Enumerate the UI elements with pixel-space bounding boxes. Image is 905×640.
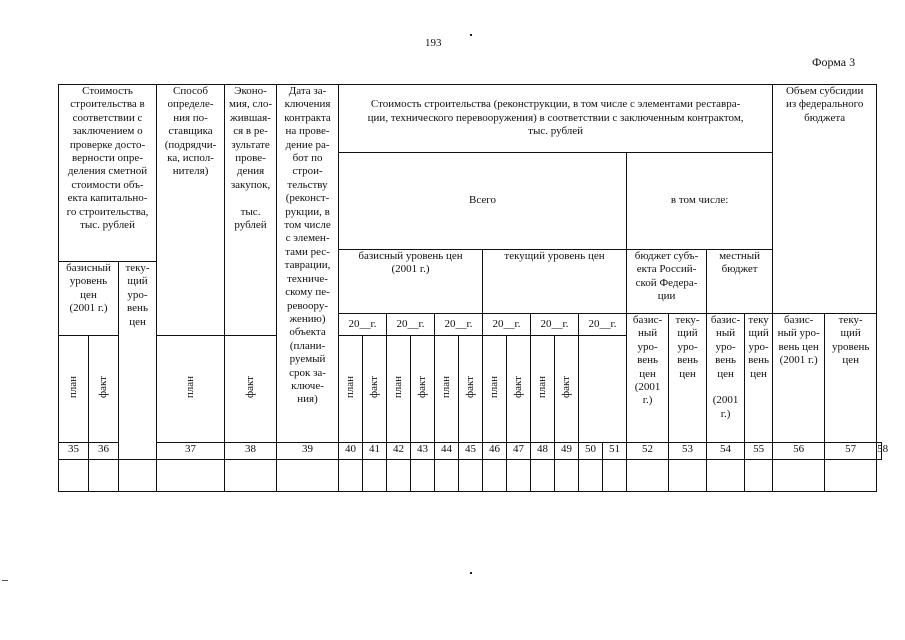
column-number-row bbox=[59, 443, 882, 460]
data-cell[interactable] bbox=[707, 460, 745, 492]
data-cell[interactable] bbox=[825, 460, 877, 492]
fact-label: факт bbox=[411, 336, 435, 443]
year-4: 20__г. bbox=[483, 314, 531, 336]
year-5: 20__г. bbox=[531, 314, 579, 336]
fact-label: факт bbox=[555, 336, 579, 443]
data-cell[interactable] bbox=[411, 460, 435, 492]
form-label: Форма 3 bbox=[812, 55, 856, 69]
scan-speck bbox=[470, 34, 472, 36]
year-1: 20__г. bbox=[339, 314, 387, 336]
column-number-46: 46 bbox=[483, 443, 507, 460]
data-cell[interactable] bbox=[459, 460, 483, 492]
plan-label: план bbox=[483, 336, 507, 443]
header-col-53: базис- ный уро- вень цен (2001 г.) bbox=[627, 314, 669, 443]
column-number-39: 39 bbox=[277, 443, 339, 460]
column-number-54: 54 bbox=[707, 443, 745, 460]
plan-label: план bbox=[435, 336, 459, 443]
fact-label: факт bbox=[459, 336, 483, 443]
data-cell[interactable] bbox=[387, 460, 411, 492]
column-number-47: 47 bbox=[507, 443, 531, 460]
header-cost-by-check: Стоимость строительства в соответствии с заключением о проверке досто- верности опре- деления сметной стоимости объ- екта капитально- го строительства, тыс. рублей bbox=[59, 85, 157, 262]
column-number-40: 40 bbox=[339, 443, 363, 460]
column-number-35: 35 bbox=[59, 443, 89, 460]
data-cell[interactable] bbox=[627, 460, 669, 492]
plan-label: план bbox=[157, 336, 225, 443]
data-cell[interactable] bbox=[745, 460, 773, 492]
year-6: 20__г. bbox=[579, 314, 627, 336]
data-cell[interactable] bbox=[555, 460, 579, 492]
data-cell[interactable] bbox=[363, 460, 387, 492]
data-cell[interactable] bbox=[89, 460, 119, 492]
header-col-57: базис- ный уро- вень цен (2001 г.) bbox=[773, 314, 825, 443]
header-including: в том числе: bbox=[627, 153, 773, 250]
data-cell[interactable] bbox=[669, 460, 707, 492]
header-col-54: теку- щий уро- вень цен bbox=[669, 314, 707, 443]
column-number-43: 43 bbox=[411, 443, 435, 460]
data-cell[interactable] bbox=[773, 460, 825, 492]
header-total: Всего bbox=[339, 153, 627, 250]
header-base-level-2001: базисный уровень цен (2001 г.) bbox=[339, 250, 483, 314]
header-current-price-level: теку- щий уро- вень цен bbox=[119, 262, 157, 460]
column-number-42: 42 bbox=[387, 443, 411, 460]
data-cell[interactable] bbox=[339, 460, 363, 492]
column-number-53: 53 bbox=[669, 443, 707, 460]
column-number-55: 55 bbox=[745, 443, 773, 460]
data-cell[interactable] bbox=[579, 460, 603, 492]
header-contract-date: Дата за- ключения контракта на прове- дение ра- бот по строи- тельству (реконст- рукции, в том числе с элемен- тами рес- таврации, техниче- скому пе- ревоору- жению) объекта (плани- руемый срок за- ключе- ния) bbox=[277, 85, 339, 443]
data-cell[interactable] bbox=[603, 460, 627, 492]
form-table bbox=[58, 84, 889, 492]
plan-label: план bbox=[59, 336, 89, 443]
column-number-38: 38 bbox=[225, 443, 277, 460]
year-2: 20__г. bbox=[387, 314, 435, 336]
plan-label: план bbox=[387, 336, 411, 443]
header-contract-cost: Стоимость строительства (реконструкции, в том числе с элементами реставра- ции, технического перевооружения) в соответствии с заключенным контрактом, тыс. рублей bbox=[339, 85, 773, 153]
plan-label: план bbox=[339, 336, 363, 443]
data-cell[interactable] bbox=[507, 460, 531, 492]
data-cell[interactable] bbox=[157, 460, 225, 492]
column-number-51: 51 bbox=[603, 443, 627, 460]
fact-label: факт bbox=[507, 336, 531, 443]
column-number-37: 37 bbox=[157, 443, 225, 460]
header-subject-budget: бюджет субъ- екта Россий- ской Федера- ции bbox=[627, 250, 707, 314]
fact-label: факт bbox=[225, 336, 277, 443]
header-base-price-level: базисный уровень цен (2001 г.) bbox=[59, 262, 119, 336]
scan-speck bbox=[470, 572, 472, 574]
scan-mark bbox=[2, 580, 8, 581]
fact-label: факт bbox=[89, 336, 119, 443]
year-3: 20__г. bbox=[435, 314, 483, 336]
header-federal-subsidy: Объем субсидии из федерального бюджета bbox=[773, 85, 877, 314]
data-cell[interactable] bbox=[277, 460, 339, 492]
data-row bbox=[59, 460, 882, 492]
header-savings: Эконо- мия, сло- жившая- ся в ре- зультате прове- дения закупок, тыс. рублей bbox=[225, 85, 277, 336]
column-number-36: 36 bbox=[89, 443, 119, 460]
header-col-55: базис- ный уро- вень цен (2001 г.) bbox=[707, 314, 745, 443]
header-col-56: теку щий уро- вень цен bbox=[745, 314, 773, 443]
column-number-49: 49 bbox=[555, 443, 579, 460]
data-cell[interactable] bbox=[59, 460, 89, 492]
column-number-58: 58 bbox=[877, 443, 882, 460]
fact-label: факт bbox=[363, 336, 387, 443]
column-number-48: 48 bbox=[531, 443, 555, 460]
column-number-44: 44 bbox=[435, 443, 459, 460]
data-cell[interactable] bbox=[531, 460, 555, 492]
column-number-41: 41 bbox=[363, 443, 387, 460]
header-current-level: текущий уровень цен bbox=[483, 250, 627, 314]
header-col-58: теку- щий уровень цен bbox=[825, 314, 877, 443]
data-cell[interactable] bbox=[435, 460, 459, 492]
data-cell[interactable] bbox=[119, 460, 157, 492]
column-number-45: 45 bbox=[459, 443, 483, 460]
header-local-budget: местный бюджет bbox=[707, 250, 773, 314]
column-number-57: 57 bbox=[825, 443, 877, 460]
column-number-56: 56 bbox=[773, 443, 825, 460]
column-number-52: 52 bbox=[627, 443, 669, 460]
data-cell[interactable] bbox=[225, 460, 277, 492]
data-cell[interactable] bbox=[483, 460, 507, 492]
plan-label: план bbox=[531, 336, 555, 443]
page-number: 193 bbox=[425, 37, 442, 49]
column-number-50: 50 bbox=[579, 443, 603, 460]
header-supplier-method: Способ определе- ния по- ставщика (подрядчи- ка, испол- нителя) bbox=[157, 85, 225, 336]
